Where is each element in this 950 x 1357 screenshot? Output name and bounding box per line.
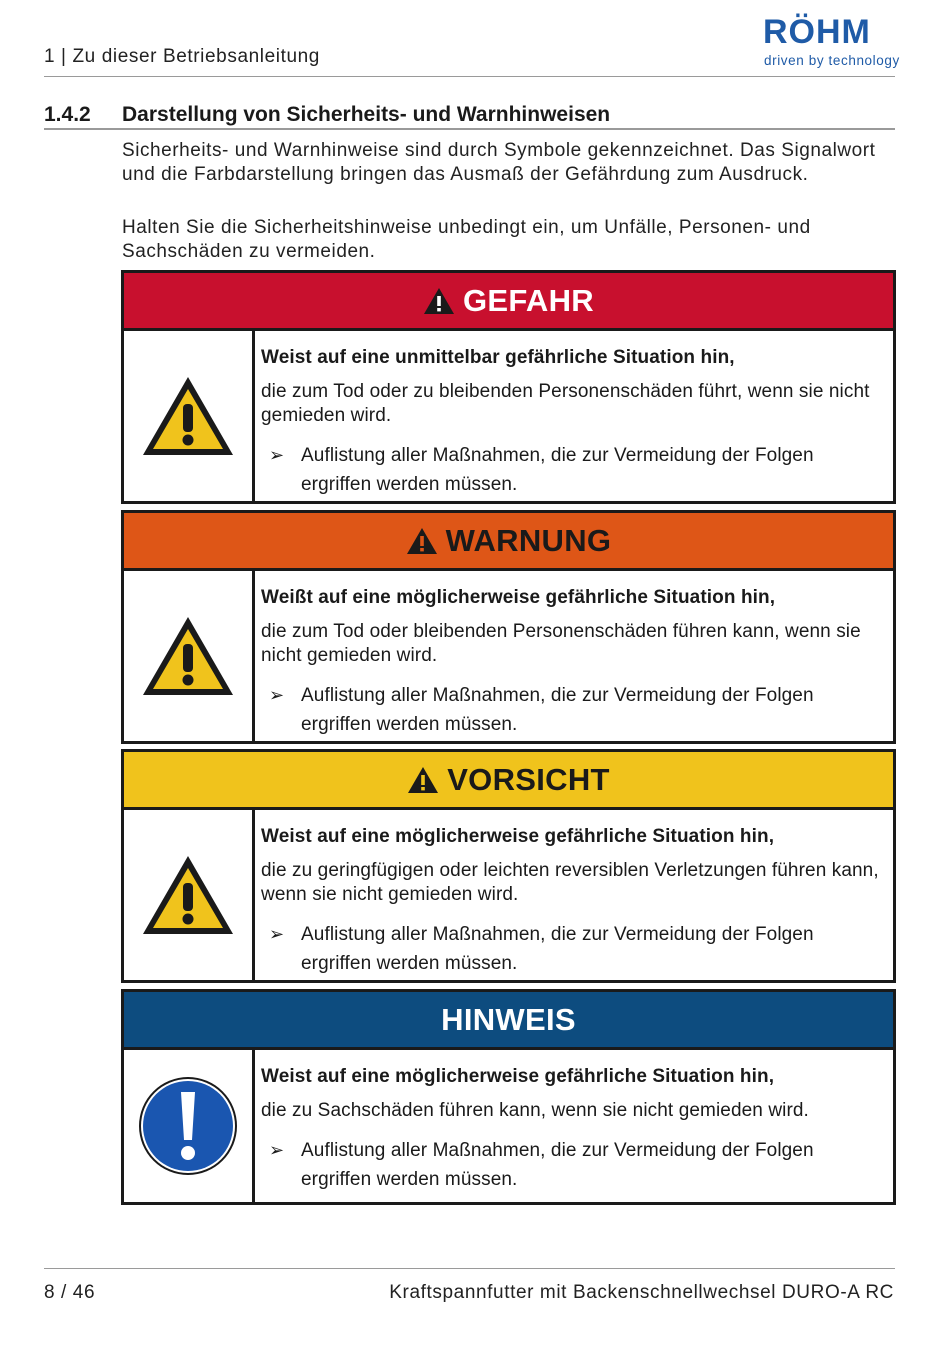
notice-description: die zu Sachschäden führen kann, wenn sie nicht gemieden wird. [261, 1100, 809, 1121]
notice-description: die zu geringfügigen oder leichten reversiblen Verletzungen führen kann, wenn sie nicht gemieden wird. [261, 860, 879, 905]
notice-description: die zum Tod oder zu bleibenden Personenschäden führt, wenn sie nicht gemieden wird. [261, 381, 870, 426]
notice-measure [261, 920, 889, 978]
signal-word: WARNUNG [445, 522, 612, 558]
section-number: 1.4.2 [44, 103, 91, 126]
notice-warning [121, 510, 896, 744]
notice-measure-text: Auflistung aller Maßnahmen, die zur Vermeidung der Folgen ergriffen werden müssen. [301, 685, 814, 735]
notice-text [258, 1050, 893, 1194]
notice-lead: Weißt auf eine möglicherweise gefährliche Situation hin, [261, 587, 776, 608]
notice-symbol-cell [124, 1050, 255, 1202]
notice-symbol-cell [124, 331, 255, 501]
notice-symbol-cell [124, 810, 255, 980]
notice-danger [121, 270, 896, 504]
section-title: Darstellung von Sicherheits- und Warnhinweisen [122, 103, 611, 126]
notice-body [124, 810, 893, 980]
mandatory-exclamation-icon [138, 1076, 238, 1176]
notice-measure [261, 441, 889, 499]
notice-body [124, 571, 893, 741]
notice-measure-text: Auflistung aller Maßnahmen, die zur Vermeidung der Folgen ergriffen werden müssen. [301, 924, 814, 974]
bullet-arrow-icon: ➢ [269, 1140, 285, 1160]
notice-lead: Weist auf eine unmittelbar gefährliche Situation hin, [261, 347, 735, 368]
notice-lead: Weist auf eine möglicherweise gefährliche Situation hin, [261, 826, 775, 847]
notice-lead: Weist auf eine möglicherweise gefährliche Situation hin, [261, 1066, 775, 1087]
signal-word: VORSICHT [447, 761, 610, 797]
notice-text [258, 810, 893, 978]
notice-header [124, 992, 893, 1050]
page-number: 8 / 46 [44, 1282, 96, 1303]
signal-word: HINWEIS [441, 1001, 576, 1037]
intro-paragraph: Sicherheits- und Warnhinweise sind durch Symbole gekennzeichnet. Das Signalwort und die Farbdarstellung bringen das Ausmaß der Gefährdung zum Ausdruck. [122, 140, 876, 185]
bullet-arrow-icon: ➢ [269, 924, 285, 944]
notice-header [124, 273, 893, 331]
warning-triangle-icon [423, 287, 455, 315]
notice-caution [121, 749, 896, 983]
footer-divider [44, 1268, 895, 1269]
warning-triangle-icon [140, 614, 236, 698]
notice-measure [261, 681, 889, 739]
notice-info [121, 989, 896, 1205]
warning-triangle-icon [140, 374, 236, 458]
logo-wordmark: RÖHM [763, 12, 871, 51]
roehm-logo [763, 12, 900, 72]
notice-description: die zum Tod oder bleibenden Personenschäden führen kann, wenn sie nicht gemieden wird. [261, 621, 861, 666]
notice-measure-text: Auflistung aller Maßnahmen, die zur Vermeidung der Folgen ergriffen werden müssen. [301, 1140, 814, 1190]
notice-text [258, 571, 893, 739]
header-divider [44, 76, 895, 77]
notice-measure-text: Auflistung aller Maßnahmen, die zur Vermeidung der Folgen ergriffen werden müssen. [301, 445, 814, 495]
notice-text [258, 331, 893, 499]
notice-measure [261, 1136, 889, 1194]
notice-body [124, 1050, 893, 1202]
logo-tagline: driven by technology [764, 53, 900, 68]
bullet-arrow-icon: ➢ [269, 685, 285, 705]
notice-symbol-cell [124, 571, 255, 741]
warning-triangle-icon [407, 766, 439, 794]
notice-body [124, 331, 893, 501]
warning-triangle-icon [406, 527, 438, 555]
running-header: 1 | Zu dieser Betriebsanleitung [44, 46, 320, 67]
signal-word: GEFAHR [463, 282, 594, 318]
product-name: Kraftspannfutter mit Backenschnellwechsel DURO-A RC [389, 1282, 894, 1303]
notice-header [124, 513, 893, 571]
notice-header [124, 752, 893, 810]
section-divider [44, 128, 895, 130]
instruction-paragraph: Halten Sie die Sicherheitshinweise unbedingt ein, um Unfälle, Personen- und Sachschäden zu vermeiden. [122, 217, 811, 262]
bullet-arrow-icon: ➢ [269, 445, 285, 465]
warning-triangle-icon [140, 853, 236, 937]
